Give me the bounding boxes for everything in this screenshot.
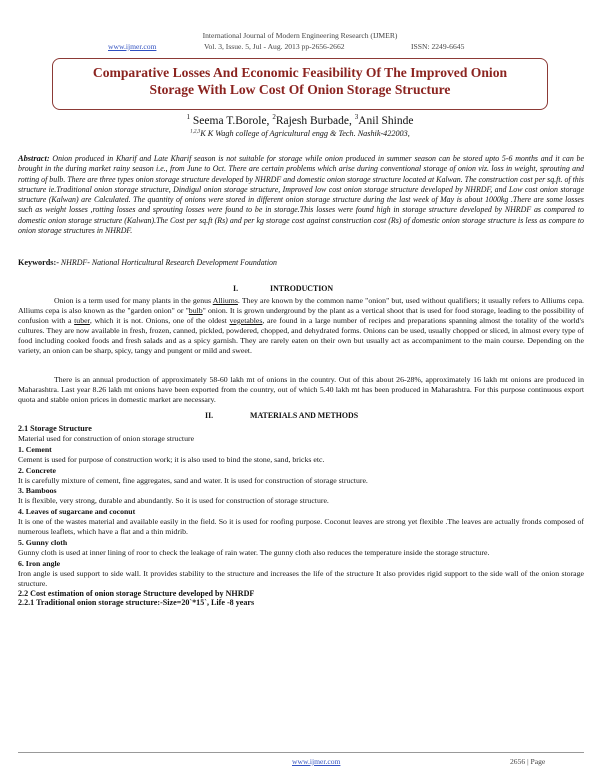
abstract-text: Onion produced in Kharif and Late Kharif season is not suitable for storage while onion produced in summer season can be stored upto 5-6 months and it can be brought in the during market rainy season i.e., from June to Oct. There are certain problems which arise during conventional storage of onion viz. loss in weight, sprouting and rotting of bulb. There are three types onion storage structure developed by NHRDF and domestic onion storage structure located at Kalwan. The construction cost per sq.ft. of this structure ie.Traditional onion storage structure, Dindigul onion storage structure, Improved low cost onion storage structure developed by NHRDF, and Low cost onion storage structure (Kalwan) are Calculated. The quantity of onions were stored in different onion storage structure during the last week of May is about 1000kg .There are some losses such as weight losses ,rotting losses and sprouting losses were found to be in storage.This losses were found high in storage structure developed by NHRDF as compared to domestic onion storage structure (Kalwan).The Cost per sq.ft (Rs) and per kg storage cost against construction cost (Rs) of domestic onion storage structure is less as compare to onion storage structures in NHRDF. xyxy=(18,154,584,236)
link-tuber[interactable]: tuber xyxy=(74,315,90,325)
material-text: Gunny cloth is used at inner lining of roor to check the leakage of rain water. The gunny cloth also reduces the temperature inside the storage structure. xyxy=(18,547,490,557)
section-number: II. xyxy=(205,411,214,420)
intro-paragraph-1 xyxy=(18,296,584,355)
material-text: It is one of the wastes material and available easily in the field. So it is used for roofing purpose. Coconut leaves are strong yet flexible .The leaves are actually fronds composed of numerous leaflets, which have a flat and a thin midrib. xyxy=(18,517,584,537)
subsection-heading: 2.1 Storage Structure xyxy=(18,424,92,433)
journal-url-link[interactable]: www.ijmer.com xyxy=(108,42,157,51)
paragraph-text: Onion is a term used for many plants in the genus xyxy=(54,296,212,305)
keywords-label: Keywords:- xyxy=(18,258,59,267)
page-number: 2656 | Page xyxy=(510,757,546,766)
methods-body xyxy=(18,424,584,608)
author-list xyxy=(0,113,600,127)
author-name: Anil Shinde xyxy=(358,114,414,127)
issn: ISSN: 2249-6645 xyxy=(411,42,465,51)
material-title: 2. Concrete xyxy=(18,465,56,475)
paragraph-text: " onion. It is grown underground by the plant as a vertical shoot that is used for food storage, leading to the possibility of confusion with a xyxy=(18,305,584,325)
section-title: MATERIALS AND METHODS xyxy=(250,411,359,420)
material-text: It is carefully mixture of cement, fine aggregates, sand and water. It is used for construction of storage structure. xyxy=(18,475,368,485)
material-text: Cement is used for purpose of construction work; it is also used to bind the stone, sand, bricks etc. xyxy=(18,454,325,464)
subsection-heading: 2.2.1 Traditional onion storage structure:-Size=20`*15`, Life -8 years xyxy=(18,598,255,608)
paragraph-text: , are found in a large number of recipes and preparations spanning almost the totality of the world's cultures. They are now available in fresh, frozen, canned, pickled, powdered, chopped, and dehydrated forms. Onions can be used, usually chopped or sliced, in almost every type of food including cooked foods and fresh salads and as a spicy garnish. They are rarely eaten on their own but usually act as accompaniment to the main course. Depending on the variety, an onion can be sharp, spicy, tangy and pungent or mild and sweet. xyxy=(18,315,584,355)
material-title: 3. Bamboos xyxy=(18,486,57,496)
section-number: I. xyxy=(233,284,239,293)
material-title: 4. Leaves of sugarcane and coconut xyxy=(18,507,136,517)
section-title: INTRODUCTION xyxy=(270,284,334,293)
material-title: 6. Iron angle xyxy=(18,558,61,568)
author-marker: 1 xyxy=(186,113,191,121)
paragraph-text: There is an annual production of approximately 58-60 lakh mt of onions in the country. Out of this about 26-28%, approximately 16 lakh mt onions are produced in Maharashtra. Last year 8.26 lakh mt onions have been exported from the country, out of which 5.40 lakh mt has been produced in Maharashtra. For this purpose continuous export quota and stable onion prices in domestic market are necessary. xyxy=(18,375,584,404)
link-bulb[interactable]: bulb xyxy=(188,305,203,315)
material-text: Iron angle is used support to side wall. It provides stability to the structure and increases the life of the structure It also provides rigid support to the side wall of the onion storage structure. xyxy=(18,568,584,588)
title-line-2: Storage With Low Cost Of Onion Storage Structure xyxy=(149,82,451,97)
author-marker: 3 xyxy=(354,113,359,121)
author-name: Rajesh Burbade, xyxy=(275,114,352,127)
author-name: Seema T.Borole, xyxy=(192,114,270,127)
affiliation xyxy=(0,129,600,138)
abstract-label: Abstract: xyxy=(18,154,50,163)
paragraph-text: . They are known by the common name "onion" but, used without qualifiers; it usually refers to Alliums cepa. Alliums cepa is also known as the "garden onion" or " xyxy=(18,296,584,315)
volume-info: Vol. 3, Issue. 5, Jul - Aug. 2013 pp-2656-2662 xyxy=(204,42,345,51)
affiliation-marker: 1,2,3 xyxy=(190,129,201,135)
author-marker: 2 xyxy=(272,113,276,121)
affiliation-text: K K Wagh college of Agricultural engg & Tech. Nashik-422003, xyxy=(200,129,410,138)
link-vegetables[interactable]: vegetables xyxy=(229,315,263,325)
title-line-1: Comparative Losses And Economic Feasibility Of The Improved Onion xyxy=(92,65,508,80)
keywords-text: NHRDF- National Horticultural Research Development Foundation xyxy=(60,258,277,267)
material-text: It is flexible, very strong, durable and abundantly. So it is used for construction of storage structure. xyxy=(18,496,329,506)
paper-title xyxy=(52,64,548,98)
intro-paragraph-2 xyxy=(18,375,584,405)
footer-url-link[interactable]: www.ijmer.com xyxy=(292,757,341,766)
link-alliums[interactable]: Alliums xyxy=(212,296,238,305)
keywords xyxy=(18,258,584,267)
material-title: 5. Gunny cloth xyxy=(18,537,68,547)
footer-divider xyxy=(18,752,584,753)
paragraph-text: , which it is not. Onions, one of the oldest xyxy=(89,315,227,325)
abstract xyxy=(18,154,584,236)
subsection-heading: 2.2 Cost estimation of onion storage Structure developed by NHRDF xyxy=(18,588,255,598)
subsection-text: Material used for construction of onion storage structure xyxy=(18,433,195,443)
journal-name: International Journal of Modern Engineering Research (IJMER) xyxy=(202,31,398,40)
material-title: 1. Cement xyxy=(18,444,52,454)
